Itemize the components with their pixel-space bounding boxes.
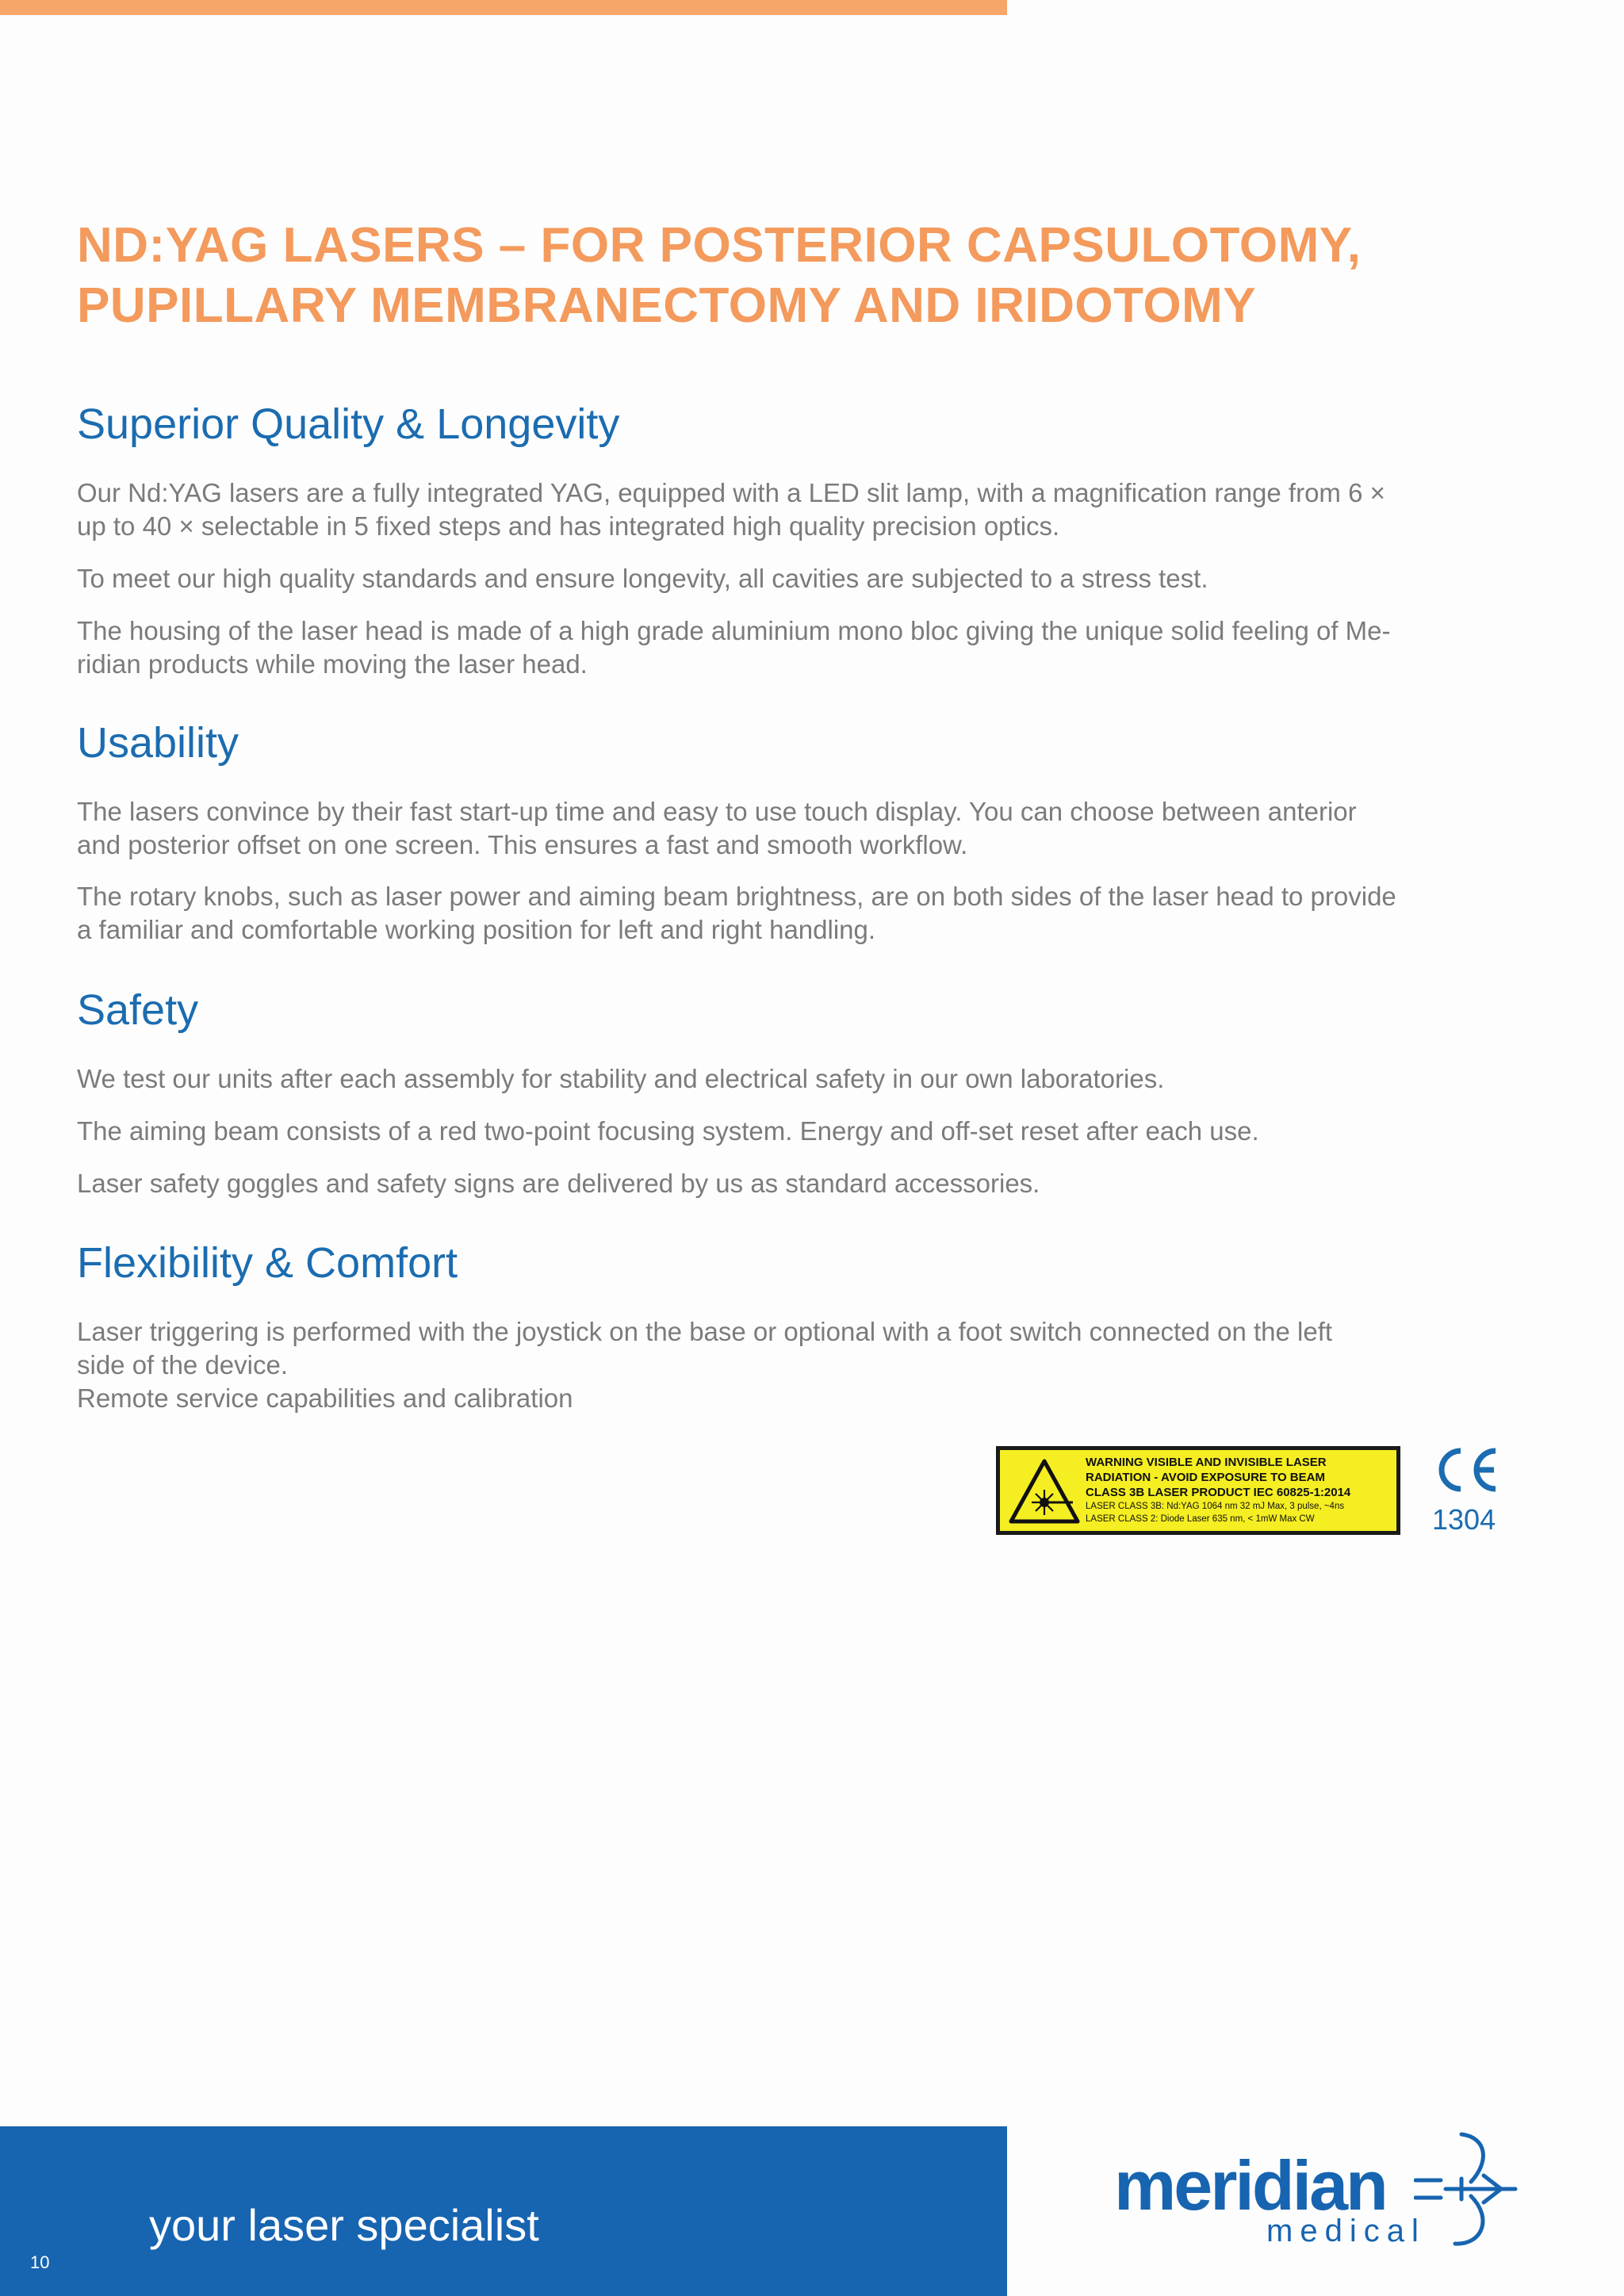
meridian-logo (1114, 2125, 1519, 2252)
text-line: Remote service capabilities and calibration (77, 1383, 573, 1413)
section-title-flexibility: Flexibility & Comfort (77, 1239, 458, 1287)
page-number: 10 (30, 2252, 50, 2272)
footer-tagline: your laser specialist (149, 2200, 539, 2250)
text-line: The lasers convince by their fast start-up time and easy to use touch display. You can choose between anterior (77, 797, 1357, 826)
text-line: Laser safety goggles and safety signs are delivered by us as standard accessories. (77, 1169, 1040, 1198)
warning-line: WARNING VISIBLE AND INVISIBLE LASER (1086, 1456, 1327, 1469)
ce-mark-icon (1434, 1445, 1499, 1495)
warning-line: CLASS 3B LASER PRODUCT IEC 60825-1:2014 (1086, 1486, 1351, 1499)
text-line: up to 40 × selectable in 5 fixed steps and has integrated high quality precision optics. (77, 511, 1060, 541)
text-line: Laser triggering is performed with the joystick on the base or optional with a foot switch connected on the left (77, 1317, 1333, 1346)
paragraph (77, 795, 1504, 862)
section-title-usability: Usability (77, 719, 239, 767)
page-title-line: ND:YAG LASERS – FOR POSTERIOR CAPSULOTOMY, (77, 218, 1362, 273)
paragraph (77, 1062, 1504, 1096)
paragraph (77, 476, 1504, 543)
warning-line: RADIATION - AVOID EXPOSURE TO BEAM (1086, 1471, 1325, 1484)
text-line: To meet our high quality standards and ensure longevity, all cavities are subjected to a stress test. (77, 564, 1208, 593)
text-line: The aiming beam consists of a red two-point focusing system. Energy and off-set reset after each use. (77, 1116, 1259, 1146)
text-line: side of the device. (77, 1350, 288, 1380)
text-line: The housing of the laser head is made of a high grade aluminium mono bloc giving the unique solid feeling of Me- (77, 616, 1391, 645)
logo-wordmark: meridian (1114, 2146, 1386, 2225)
page-title (77, 216, 1544, 336)
laser-warning-label (996, 1446, 1400, 1535)
warning-line: LASER CLASS 2: Diode Laser 635 nm, < 1mW Max CW (1086, 1514, 1315, 1524)
laser-hazard-icon (1008, 1458, 1081, 1525)
top-accent-bar (0, 0, 1007, 15)
warning-line: LASER CLASS 3B: Nd:YAG 1064 nm 32 mJ Max, 3 pulse, ~4ns (1086, 1502, 1345, 1511)
warning-text-block (1086, 1455, 1395, 1525)
text-line: The rotary knobs, such as laser power and aiming beam brightness, are on both sides of the laser head to provide (77, 882, 1396, 911)
logo-subtitle: medical (1266, 2214, 1426, 2248)
section-title-quality: Superior Quality & Longevity (77, 400, 620, 448)
paragraph (77, 1115, 1504, 1148)
text-line: and posterior offset on one screen. This ensures a fast and smooth workflow. (77, 830, 968, 859)
section-title-safety: Safety (77, 986, 199, 1034)
ce-notified-body-number: 1304 (1432, 1503, 1496, 1536)
logo-emblem-icon (1414, 2130, 1519, 2248)
text-line: We test our units after each assembly for stability and electrical safety in our own laboratories. (77, 1064, 1165, 1093)
paragraph (77, 1167, 1504, 1200)
paragraph (77, 562, 1504, 595)
text-line: a familiar and comfortable working position for left and right handling. (77, 915, 876, 944)
paragraph (77, 614, 1504, 681)
text-line: ridian products while moving the laser head. (77, 649, 588, 679)
text-line: Our Nd:YAG lasers are a fully integrated YAG, equipped with a LED slit lamp, with a magnification range from 6 × (77, 478, 1385, 507)
paragraph (77, 880, 1504, 947)
page-title-line: PUPILLARY MEMBRANECTOMY AND IRIDOTOMY (77, 278, 1257, 333)
paragraph (77, 1315, 1504, 1415)
